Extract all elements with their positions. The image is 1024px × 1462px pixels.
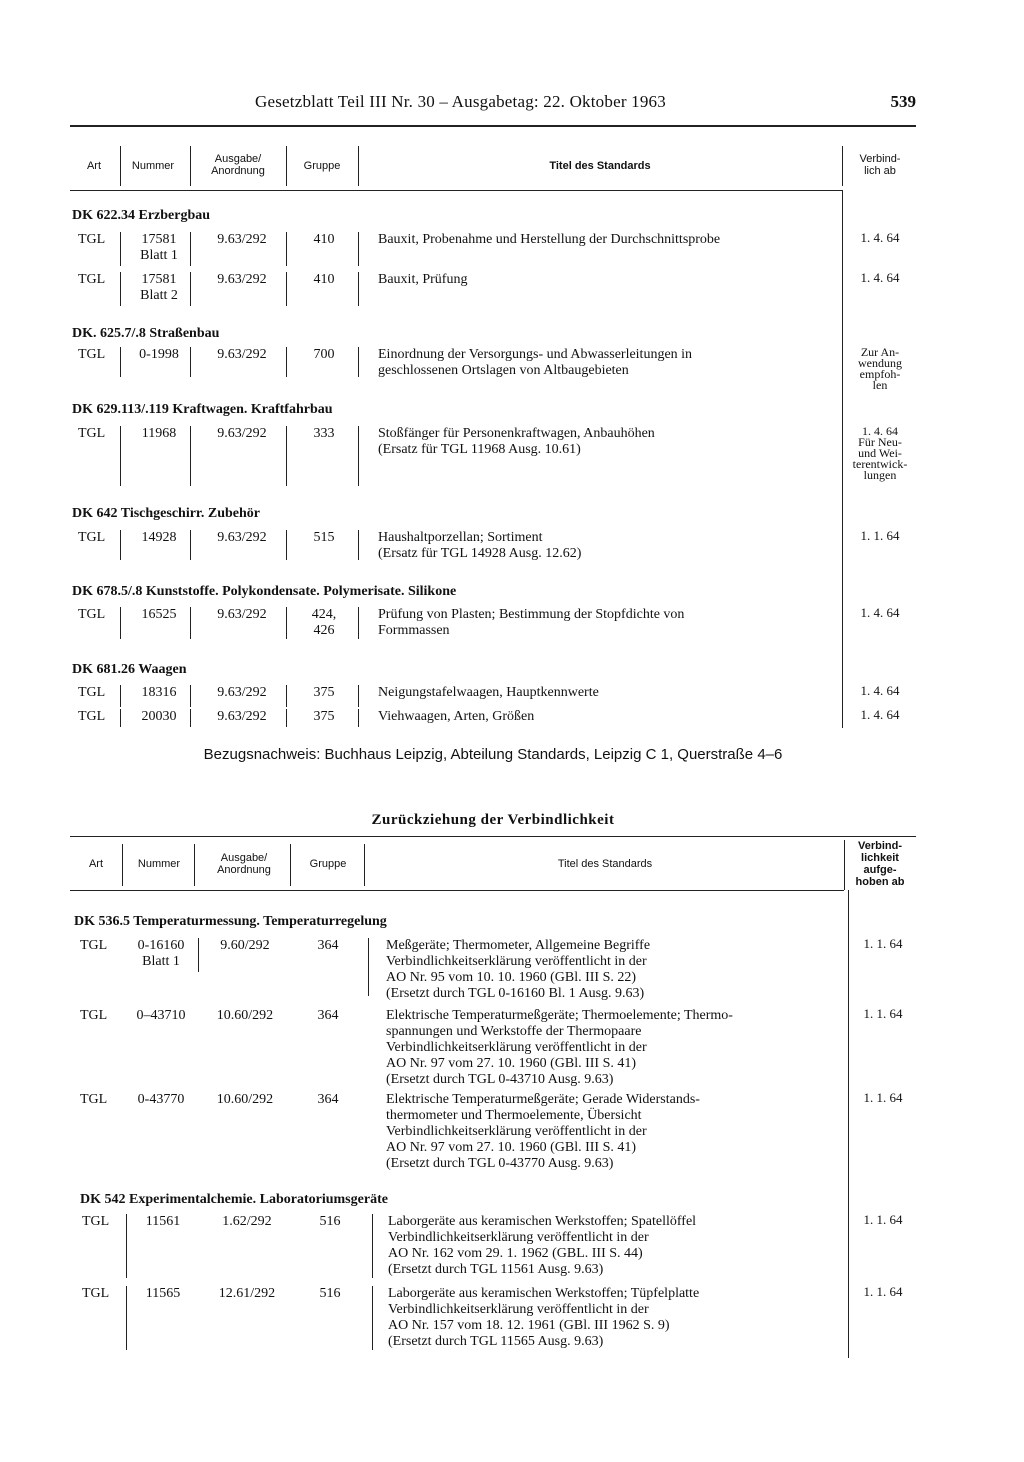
table-row xyxy=(70,685,916,707)
col-nummer: Nummer xyxy=(131,160,175,172)
cell-ausgabe: 12.61/292 xyxy=(218,1286,276,1301)
cell-ausgabe: 9.63/292 xyxy=(217,685,267,700)
header-divider xyxy=(364,844,365,886)
cell-ausgabe: 9.63/292 xyxy=(217,426,267,441)
header-divider xyxy=(842,146,843,186)
col-verbindlich xyxy=(844,840,916,888)
verb-line: len xyxy=(872,378,888,392)
nummer-line: 0-16160 xyxy=(137,938,185,953)
cell-ausgabe: 9.63/292 xyxy=(217,530,267,545)
row-divider xyxy=(372,1286,373,1350)
titel-line: Bauxit, Prüfung xyxy=(378,272,468,287)
cell-art: TGL xyxy=(80,938,108,953)
col-art: Art xyxy=(86,160,102,172)
verb-line: und Wei- xyxy=(858,446,902,460)
cell-titel xyxy=(378,272,848,288)
page-header xyxy=(70,92,916,118)
standards-table xyxy=(70,140,916,730)
section-heading: DK 681.26 Waagen xyxy=(72,662,187,677)
verb-line: 1. 4. 64 xyxy=(860,270,900,285)
cell-verbindlich xyxy=(850,1214,916,1225)
row-divider xyxy=(198,938,199,972)
header-divider xyxy=(358,146,359,186)
col-verb-line4: hoben ab xyxy=(855,876,905,888)
row-divider xyxy=(120,232,121,266)
titel-line: (Ersetzt durch TGL 0-16160 Bl. 1 Ausg. 9.63) xyxy=(386,986,645,1001)
titel-line: (Ersetzt durch TGL 0-43770 Ausg. 9.63) xyxy=(386,1156,614,1171)
col-nummer: Nummer xyxy=(137,858,181,870)
verb-line: 1. 1. 64 xyxy=(863,1090,903,1105)
gruppe-line: 364 xyxy=(317,1092,339,1107)
gruppe-line: 426 xyxy=(313,623,335,638)
cell-nummer xyxy=(126,426,192,442)
gruppe-line: 410 xyxy=(313,272,335,287)
cell-nummer xyxy=(126,709,192,725)
titel-line: Verbindlichkeitserklärung veröffentlicht in der xyxy=(386,1124,647,1139)
nummer-line: 17581 xyxy=(141,272,177,287)
cell-nummer xyxy=(126,347,192,363)
titel-line: Elektrische Temperaturmeßgeräte; Thermoelemente; Thermo- xyxy=(386,1008,733,1023)
titel-line: Verbindlichkeitserklärung veröffentlicht in der xyxy=(388,1230,649,1245)
gruppe-line: 364 xyxy=(317,938,339,953)
verb-line: 1. 1. 64 xyxy=(863,1284,903,1299)
cell-art: TGL xyxy=(78,426,106,441)
cell-nummer xyxy=(126,272,192,304)
cell-verbindlich xyxy=(844,685,916,696)
verb-line: 1. 1. 64 xyxy=(863,936,903,951)
row-divider xyxy=(286,530,287,560)
verb-line: 1. 1. 64 xyxy=(863,1006,903,1021)
table-row xyxy=(70,232,916,266)
table-row xyxy=(70,709,916,727)
gruppe-line: 410 xyxy=(313,232,335,247)
titel-line: Elektrische Temperaturmeßgeräte; Gerade Widerstands- xyxy=(386,1092,700,1107)
verb-line: lungen xyxy=(863,468,897,482)
col-ausgabe xyxy=(190,153,286,177)
nummer-line: Blatt 1 xyxy=(140,248,178,263)
cell-nummer xyxy=(128,1092,194,1108)
row-divider xyxy=(190,426,191,486)
row-divider xyxy=(120,347,121,377)
cell-verbindlich xyxy=(850,1286,916,1297)
row-divider xyxy=(190,530,191,560)
section-heading: DK. 625.7/.8 Straßenbau xyxy=(72,326,220,341)
nummer-line: 0-1998 xyxy=(139,347,179,362)
table-row xyxy=(70,530,916,564)
cell-verbindlich xyxy=(844,232,916,243)
titel-line: (Ersetzt durch TGL 0-43710 Ausg. 9.63) xyxy=(386,1072,614,1087)
section-heading: DK 678.5/.8 Kunststoffe. Polykondensate. Polymerisate. Silikone xyxy=(72,584,457,599)
row-divider xyxy=(120,530,121,560)
titel-line: Viehwaagen, Arten, Größen xyxy=(378,709,535,724)
cell-gruppe xyxy=(296,938,360,954)
titel-line: Verbindlichkeitserklärung veröffentlicht in der xyxy=(386,1040,647,1055)
cell-titel xyxy=(386,1008,856,1088)
cell-ausgabe: 9.63/292 xyxy=(217,232,267,247)
col-verb-line1: Verbind- xyxy=(859,153,901,165)
row-divider xyxy=(120,272,121,306)
cell-gruppe xyxy=(296,1092,360,1108)
cell-gruppe xyxy=(292,272,356,288)
titel-line: AO Nr. 95 vom 10. 10. 1960 (GBl. III S. 22) xyxy=(386,970,637,985)
titel-line: (Ersatz für TGL 14928 Ausg. 12.62) xyxy=(378,546,582,561)
row-divider xyxy=(358,347,359,377)
row-divider xyxy=(286,709,287,727)
header-bottom-rule xyxy=(70,190,842,191)
header-bottom-rule xyxy=(70,890,844,891)
table-row xyxy=(70,1092,916,1174)
header-divider xyxy=(286,146,287,186)
header-divider xyxy=(844,840,845,890)
cell-art: TGL xyxy=(82,1286,110,1301)
col-ausgabe-line2: Anordnung xyxy=(217,864,271,876)
gruppe-line: 515 xyxy=(313,530,335,545)
row-divider xyxy=(286,685,287,707)
cell-ausgabe: 9.63/292 xyxy=(217,347,267,362)
cell-art: TGL xyxy=(78,607,106,622)
cell-ausgabe: 9.63/292 xyxy=(217,272,267,287)
cell-titel xyxy=(386,938,846,1002)
row-divider xyxy=(190,685,191,707)
cell-verbindlich xyxy=(844,347,916,391)
gruppe-line: 333 xyxy=(313,426,335,441)
row-divider xyxy=(126,1214,127,1278)
cell-nummer xyxy=(126,685,192,701)
section-heading: DK 642 Tischgeschirr. Zubehör xyxy=(72,506,260,521)
verb-line: 1. 1. 64 xyxy=(860,528,900,543)
cell-titel xyxy=(378,685,848,701)
col-gruppe: Gruppe xyxy=(309,858,347,870)
titel-line: AO Nr. 97 vom 27. 10. 1960 (GBl. III S. 41) xyxy=(386,1140,637,1155)
cell-nummer xyxy=(126,232,192,264)
verb-line: Für Neu- xyxy=(858,435,902,449)
row-divider xyxy=(190,607,191,639)
titel-line: Laborgeräte aus keramischen Werkstoffen; Tüpfelplatte xyxy=(388,1286,700,1301)
verb-line: 1. 1. 64 xyxy=(863,1212,903,1227)
titel-line: Bauxit, Probenahme und Herstellung der Durchschnittsprobe xyxy=(378,232,721,247)
page-number: 539 xyxy=(890,92,916,111)
verb-line: 1. 4. 64 xyxy=(860,683,900,698)
cell-verbindlich xyxy=(844,607,916,618)
table-row xyxy=(70,607,916,641)
verb-line: terentwick- xyxy=(852,457,908,471)
cell-titel xyxy=(378,530,848,562)
row-divider xyxy=(126,1286,127,1350)
col-ausgabe-line2: Anordnung xyxy=(211,165,265,177)
row-divider xyxy=(190,272,191,306)
nummer-line: 11565 xyxy=(145,1286,181,1301)
page-title: Gesetzblatt Teil III Nr. 30 – Ausgabetag: 22. Oktober 1963 xyxy=(255,92,666,111)
cell-verbindlich xyxy=(850,938,916,949)
cell-ausgabe: 9.60/292 xyxy=(220,938,270,953)
section-title: Zurückziehung der Verbindlichkeit xyxy=(371,812,615,828)
nummer-line: 11968 xyxy=(141,426,177,441)
table-row xyxy=(70,272,916,306)
cell-nummer xyxy=(126,530,192,546)
table-header xyxy=(70,836,916,890)
titel-line: (Ersetzt durch TGL 11565 Ausg. 9.63) xyxy=(388,1334,604,1349)
cell-verbindlich xyxy=(850,1008,916,1019)
cell-nummer xyxy=(126,607,192,623)
cell-nummer xyxy=(130,1214,196,1230)
row-divider xyxy=(368,938,369,996)
nummer-line: 0-43770 xyxy=(137,1092,185,1107)
col-ausgabe-line1: Ausgabe/ xyxy=(214,153,262,165)
verb-line: empfoh- xyxy=(859,367,901,381)
row-divider xyxy=(358,685,359,707)
section-heading: DK 622.34 Erzbergbau xyxy=(72,208,211,223)
col-ausgabe-line1: Ausgabe/ xyxy=(220,852,268,864)
cell-nummer xyxy=(128,938,194,970)
verb-line: Zur An- xyxy=(860,345,900,359)
header-divider xyxy=(120,146,121,186)
table-row xyxy=(70,426,916,490)
row-divider xyxy=(190,347,191,377)
titel-line: Haushaltporzellan; Sortiment xyxy=(378,530,543,545)
titel-line: (Ersetzt durch TGL 11561 Ausg. 9.63) xyxy=(388,1262,604,1277)
gruppe-line: 424, xyxy=(311,607,337,622)
cell-ausgabe: 9.63/292 xyxy=(217,709,267,724)
titel-line: AO Nr. 162 vom 29. 1. 1962 (GBL. III S. 44) xyxy=(388,1246,643,1261)
verb-line: 1. 4. 64 xyxy=(862,424,898,438)
table-row xyxy=(70,347,916,397)
row-divider xyxy=(120,709,121,727)
col-verb-line2: lich ab xyxy=(864,165,896,177)
cell-art: TGL xyxy=(82,1214,110,1229)
cell-nummer xyxy=(128,1008,194,1024)
row-divider xyxy=(358,426,359,486)
gruppe-line: 516 xyxy=(319,1286,341,1301)
nummer-line: 11561 xyxy=(145,1214,181,1229)
cell-ausgabe: 10.60/292 xyxy=(216,1008,274,1023)
cell-verbindlich xyxy=(844,530,916,541)
cell-gruppe xyxy=(292,426,356,442)
col-titel: Titel des Standards xyxy=(557,858,653,870)
gruppe-line: 375 xyxy=(313,709,335,724)
header-divider xyxy=(194,844,195,886)
row-divider xyxy=(286,232,287,266)
row-divider xyxy=(372,1214,373,1278)
cell-art: TGL xyxy=(78,232,106,247)
row-divider xyxy=(358,530,359,560)
titel-line: Neigungstafelwaagen, Hauptkennwerte xyxy=(378,685,599,700)
cell-art: TGL xyxy=(78,272,106,287)
cell-titel xyxy=(378,232,848,248)
cell-art: TGL xyxy=(78,709,106,724)
cell-titel xyxy=(378,426,848,458)
titel-line: Verbindlichkeitserklärung veröffentlicht in der xyxy=(388,1302,649,1317)
titel-line: Formmassen xyxy=(378,623,450,638)
col-ausgabe xyxy=(198,852,290,876)
nummer-line: 18316 xyxy=(141,685,177,700)
header-divider xyxy=(122,844,123,886)
cell-art: TGL xyxy=(80,1092,108,1107)
cell-gruppe xyxy=(292,709,356,725)
titel-line: Laborgeräte aus keramischen Werkstoffen; Spatellöffel xyxy=(388,1214,697,1229)
bezugsnachweis: Bezugsnachweis: Buchhaus Leipzig, Abteilung Standards, Leipzig C 1, Querstraße 4–6 xyxy=(203,746,783,763)
nummer-line: 0–43710 xyxy=(136,1008,186,1023)
titel-line: (Ersatz für TGL 11968 Ausg. 10.61) xyxy=(378,442,581,457)
cell-titel xyxy=(378,709,848,725)
titel-line: Einordnung der Versorgungs- und Abwasserleitungen in xyxy=(378,347,693,362)
cell-ausgabe: 10.60/292 xyxy=(216,1092,274,1107)
nummer-line: 17581 xyxy=(141,232,177,247)
col-art: Art xyxy=(88,858,104,870)
cell-art: TGL xyxy=(78,530,106,545)
cell-verbindlich xyxy=(850,1092,916,1103)
titel-line: Verbindlichkeitserklärung veröffentlicht in der xyxy=(386,954,647,969)
cell-art: TGL xyxy=(78,685,106,700)
titel-line: geschlossenen Ortslagen von Altbaugebieten xyxy=(378,363,629,378)
cell-gruppe xyxy=(292,347,356,363)
row-divider xyxy=(286,607,287,639)
cell-gruppe xyxy=(298,1286,362,1302)
row-divider xyxy=(286,347,287,377)
table-row xyxy=(70,1008,916,1090)
header-rule xyxy=(70,125,916,127)
row-divider xyxy=(120,607,121,639)
row-divider xyxy=(358,607,359,639)
col-verbindlich xyxy=(844,153,916,177)
row-divider xyxy=(286,272,287,306)
cell-verbindlich xyxy=(844,709,916,720)
section-heading: DK 542 Experimentalchemie. Laboratoriumsgeräte xyxy=(80,1192,388,1207)
cell-gruppe xyxy=(298,1214,362,1230)
table-row xyxy=(70,1286,916,1354)
nummer-line: 14928 xyxy=(141,530,177,545)
nummer-line: 16525 xyxy=(141,607,177,622)
nummer-line: Blatt 2 xyxy=(140,288,178,303)
cell-titel xyxy=(388,1214,848,1278)
verb-line: wendung xyxy=(858,356,902,370)
cell-titel xyxy=(388,1286,848,1350)
cell-titel xyxy=(378,347,848,379)
row-divider xyxy=(120,426,121,486)
row-divider xyxy=(190,232,191,266)
cell-art: TGL xyxy=(78,347,106,362)
table-row xyxy=(70,938,916,1004)
cell-gruppe xyxy=(292,607,356,639)
titel-line: Stoßfänger für Personenkraftwagen, Anbauhöhen xyxy=(378,426,655,441)
verb-line: 1. 4. 64 xyxy=(860,605,900,620)
col-verb-line1: Verbind- xyxy=(857,840,902,852)
cell-titel xyxy=(378,607,848,639)
verb-line: 1. 4. 64 xyxy=(860,707,900,722)
titel-line: thermometer und Thermoelemente, Übersicht xyxy=(386,1108,642,1123)
cell-verbindlich xyxy=(844,272,916,283)
col-verb-line2: lichkeit xyxy=(861,852,899,864)
cell-gruppe xyxy=(292,530,356,546)
gruppe-line: 700 xyxy=(313,347,335,362)
cell-gruppe xyxy=(296,1008,360,1024)
row-divider xyxy=(190,709,191,727)
titel-line: Meßgeräte; Thermometer, Allgemeine Begriffe xyxy=(386,938,651,953)
gruppe-line: 375 xyxy=(313,685,335,700)
cell-titel xyxy=(386,1092,846,1172)
titel-line: AO Nr. 97 vom 27. 10. 1960 (GBl. III S. 41) xyxy=(386,1056,637,1071)
titel-line: AO Nr. 157 vom 18. 12. 1961 (GBl. III 1962 S. 9) xyxy=(388,1318,670,1333)
col-gruppe: Gruppe xyxy=(303,160,341,172)
gruppe-line: 364 xyxy=(317,1008,339,1023)
header-divider xyxy=(290,844,291,886)
col-titel: Titel des Standards xyxy=(549,160,651,172)
row-divider xyxy=(286,426,287,486)
cell-ausgabe: 9.63/292 xyxy=(217,607,267,622)
row-divider xyxy=(358,272,359,306)
withdrawn-standards-table xyxy=(70,836,916,1356)
cell-ausgabe: 1.62/292 xyxy=(222,1214,272,1229)
row-divider xyxy=(358,709,359,727)
cell-art: TGL xyxy=(80,1008,108,1023)
gruppe-line: 516 xyxy=(319,1214,341,1229)
titel-line: spannungen und Werkstoffe der Thermopaare xyxy=(386,1024,642,1039)
table-header xyxy=(70,140,916,190)
row-divider xyxy=(358,232,359,266)
header-divider xyxy=(190,146,191,186)
verb-line: 1. 4. 64 xyxy=(860,230,900,245)
nummer-line: Blatt 1 xyxy=(142,954,180,969)
section-heading: DK 536.5 Temperaturmessung. Temperaturregelung xyxy=(74,914,387,929)
cell-gruppe xyxy=(292,685,356,701)
cell-gruppe xyxy=(292,232,356,248)
table-row xyxy=(70,1214,916,1282)
row-divider xyxy=(120,685,121,707)
titel-line: Prüfung von Plasten; Bestimmung der Stopfdichte von xyxy=(378,607,685,622)
nummer-line: 20030 xyxy=(141,709,177,724)
cell-nummer xyxy=(130,1286,196,1302)
section-heading: DK 629.113/.119 Kraftwagen. Kraftfahrbau xyxy=(72,402,333,417)
cell-verbindlich xyxy=(844,426,916,481)
col-verb-line3: aufge- xyxy=(863,864,897,876)
